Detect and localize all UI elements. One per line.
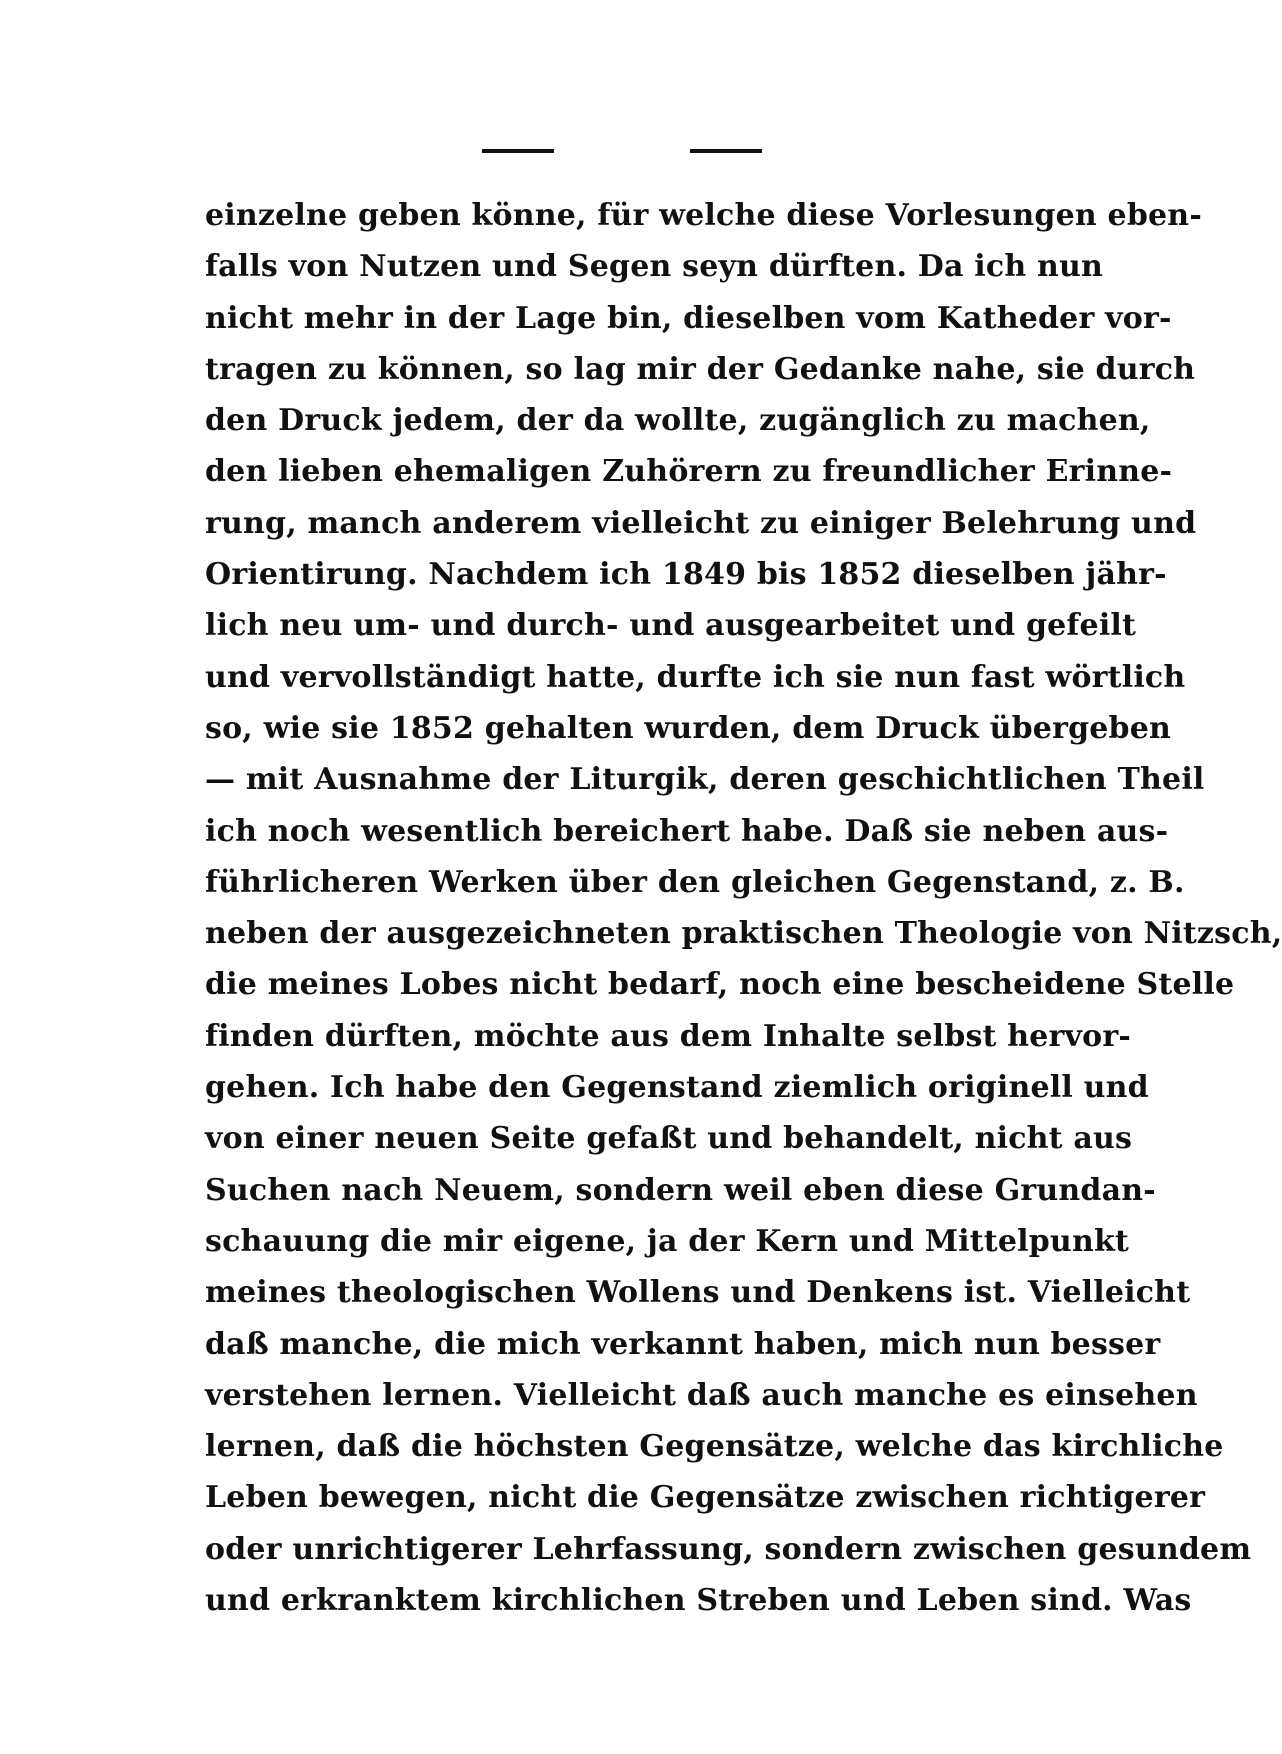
body-text [205,190,1282,1626]
text-line-10: und vervollständigt hatte, durfte ich sie nun fast wörtlich [205,659,1186,695]
text-line-1: einzelne geben könne, für welche diese Vorlesungen eben- [205,198,1202,233]
text-line-16: die meines Lobes nicht bedarf, noch eine bescheidene Stelle [205,967,1235,1003]
text-line-6: den lieben ehemaligen Zuhörern zu freundlicher Erinne- [205,454,1173,490]
text-line-9: lich neu um- und durch- und ausgearbeitet und gefeilt [205,608,1137,644]
text-line-4: tragen zu können, so lag mir der Gedanke nahe, sie durch [205,351,1196,387]
text-line-19: von einer neuen Seite gefaßt und behandelt, nicht aus [205,1121,1133,1157]
text-line-8: Orientirung. Nachdem ich 1849 bis 1852 dieselben jähr- [205,557,1167,593]
text-line-28: und erkranktem kirchlichen Streben und Leben sind. Was [205,1583,1192,1619]
text-line-5: den Druck jedem, der da wollte, zugänglich zu machen, [205,403,1151,439]
header-rule-left [482,149,554,153]
text-line-27: oder unrichtigerer Lehrfassung, sondern zwischen gesundem [205,1531,1252,1567]
text-line-24: verstehen lernen. Vielleicht daß auch manche es einsehen [205,1377,1198,1413]
text-line-20: Suchen nach Neuem, sondern weil eben diese Grundan- [205,1172,1156,1208]
text-line-12: — mit Ausnahme der Liturgik, deren geschichtlichen Theil [205,762,1205,798]
text-line-3: nicht mehr in der Lage bin, dieselben vom Katheder vor- [205,300,1172,336]
text-line-2: falls von Nutzen und Segen seyn dürften. Da ich nun [205,249,1104,285]
text-line-18: gehen. Ich habe den Gegenstand ziemlich originell und [205,1070,1149,1106]
text-line-22: meines theologischen Wollens und Denkens ist. Vielleicht [205,1275,1191,1311]
text-line-13: ich noch wesentlich bereichert habe. Daß sie neben aus- [205,813,1169,849]
text-line-25: lernen, daß die höchsten Gegensätze, welche das kirchliche [205,1429,1224,1465]
text-line-17: finden dürften, möchte aus dem Inhalte selbst hervor- [205,1018,1132,1054]
text-line-21: schauung die mir eigene, ja der Kern und Mittelpunkt [205,1223,1129,1259]
text-line-26: Leben bewegen, nicht die Gegensätze zwischen richtigerer [205,1480,1206,1516]
text-line-11: so, wie sie 1852 gehalten wurden, dem Druck übergeben [205,710,1172,746]
text-line-23: daß manche, die mich verkannt haben, mich nun besser [205,1326,1161,1362]
header-rule-right [690,149,762,153]
text-line-15: neben der ausgezeichneten praktischen Theologie von Nitzsch, [205,916,1282,952]
text-line-14: führlicheren Werken über den gleichen Gegenstand, z. B. [205,864,1185,900]
text-line-7: rung, manch anderem vielleicht zu einiger Belehrung und [205,505,1197,541]
